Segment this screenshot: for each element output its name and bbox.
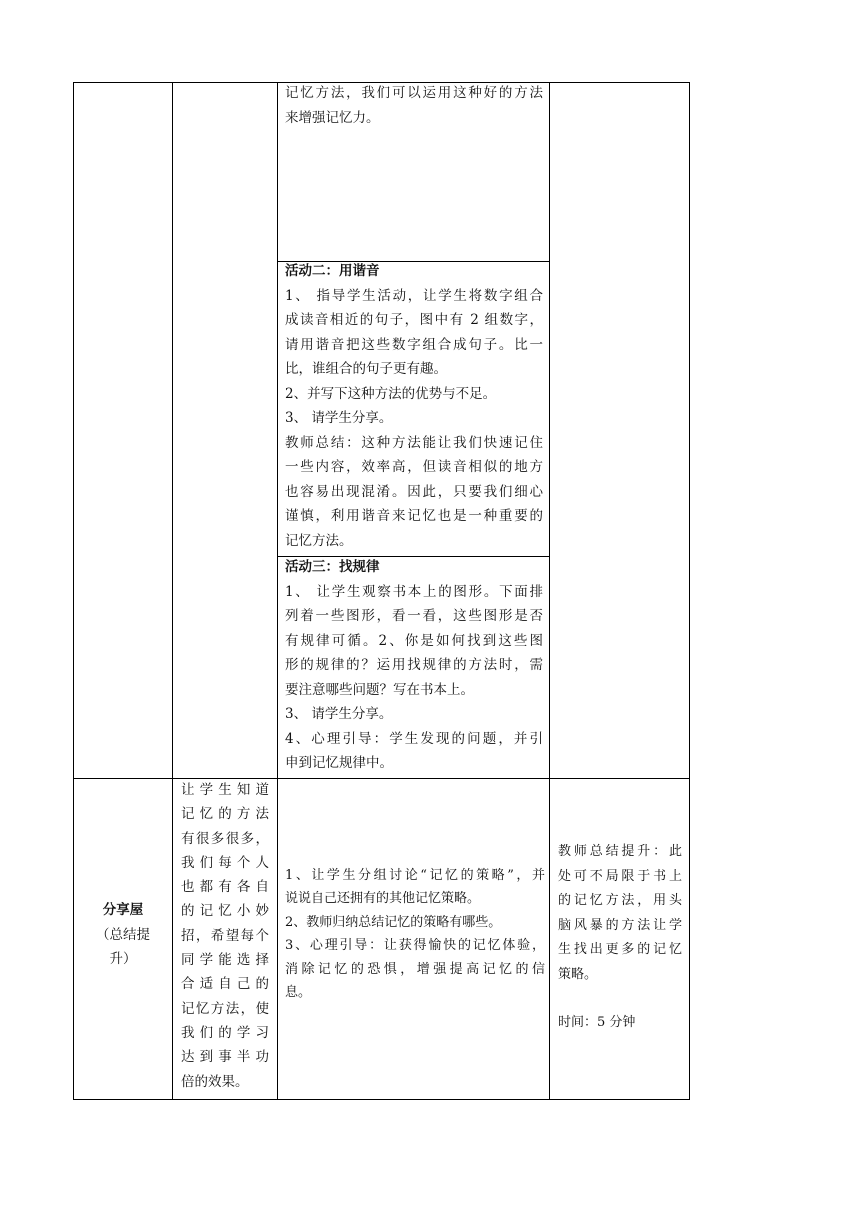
text-line: 记忆方法，我们可以运用这种好的方法 bbox=[285, 85, 543, 101]
text-line: 记忆方法。 bbox=[285, 532, 353, 549]
text-line: 我们的学习 bbox=[181, 1024, 269, 1041]
text-line: 也容易出现混淆。因此，只要我们细心 bbox=[285, 483, 543, 500]
text-line: 来增强记忆力。 bbox=[285, 109, 380, 126]
text-line: 息。 bbox=[285, 985, 312, 1001]
text-line: 2、教师归纳总结记忆的策略有哪些。 bbox=[285, 914, 502, 930]
text-line: 一些内容，效率高，但读音相似的地方 bbox=[285, 459, 543, 475]
text-line: 的记忆方法，用头 bbox=[558, 893, 682, 908]
text-line: 谨慎，利用谐音来记忆也是一种重要的 bbox=[285, 508, 543, 524]
text-line: 2、并写下这种方法的优势与不足。 bbox=[285, 385, 497, 402]
text-line: 1、让学生分组讨论“记忆的策略”，并 bbox=[285, 868, 545, 883]
text-line: 处可不局限于书上 bbox=[558, 868, 682, 884]
text-line: 倍的效果。 bbox=[181, 1073, 249, 1090]
text-line: 成读音相近的句子，图中有 2 组数字， bbox=[285, 312, 543, 328]
text-line: 同学能选择 bbox=[181, 952, 269, 969]
text-line: 教师总结：这种方法能让我们快速记住 bbox=[285, 434, 543, 451]
activity2-cell bbox=[285, 259, 543, 553]
text-line: 3、心理引导：让获得愉快的记忆体验， bbox=[285, 938, 545, 954]
text-line: 有很多很多， bbox=[181, 830, 269, 847]
text-line: 达到事半功 bbox=[181, 1049, 269, 1066]
stage-subtitle-line: 升） bbox=[109, 951, 137, 967]
text-line: 比，谁组合的句子更有趣。 bbox=[285, 361, 447, 377]
text-line: 策略。 bbox=[558, 966, 598, 982]
text-line: 消除记忆的恐惧，增强提高记忆的信 bbox=[285, 961, 545, 977]
text-line: 有规律可循。2、你是如何找到这些图 bbox=[285, 632, 543, 649]
text-line: 的记忆小妙 bbox=[181, 903, 269, 920]
text-line: 说说自己还拥有的其他记忆策略。 bbox=[285, 891, 481, 907]
text-line: 我们每个人 bbox=[181, 854, 269, 871]
teacher-note-cell bbox=[558, 840, 682, 987]
time-note bbox=[558, 1011, 682, 1036]
table-right-border bbox=[689, 82, 690, 1100]
stage-subtitle-line: （总结提 bbox=[96, 926, 150, 943]
text-line: 请用谐音把这些数字组合成句子。比一 bbox=[285, 336, 543, 353]
time-label: 时间：5 分钟 bbox=[558, 1015, 636, 1030]
text-line: 要注意哪些问题？写在书本上。 bbox=[285, 681, 474, 698]
table-bottom-border bbox=[73, 1099, 690, 1100]
column-divider-3 bbox=[549, 82, 550, 1100]
text-line: 合适自己的 bbox=[181, 976, 269, 993]
text-line: 让学生知道 bbox=[181, 782, 269, 798]
text-line: 1、 让学生观察书本上的图形。下面排 bbox=[285, 583, 543, 600]
stage-title: 分享屋 bbox=[102, 902, 144, 918]
text-line: 教师总结提升：此 bbox=[558, 844, 682, 859]
row-divider-share bbox=[73, 778, 690, 779]
text-line: 1、 指导学生活动，让学生将数字组合 bbox=[285, 287, 543, 304]
text-line: 招，希望每个 bbox=[181, 927, 269, 944]
text-line: 3、 请学生分享。 bbox=[285, 410, 393, 426]
text-line: 记忆的方法 bbox=[181, 806, 269, 823]
text-line: 4、心理引导：学生发现的问题，并引 bbox=[285, 730, 543, 747]
activity3-title: 活动三：找规律 bbox=[285, 559, 380, 575]
activity1-continuation bbox=[285, 81, 543, 130]
text-line: 生找出更多的记忆 bbox=[558, 942, 682, 957]
column-divider-1 bbox=[172, 82, 173, 1100]
activity3-cell bbox=[285, 555, 543, 776]
text-line: 也都有各自 bbox=[181, 879, 269, 896]
goal-cell bbox=[181, 778, 269, 1094]
text-line: 记忆方法，使 bbox=[181, 1000, 269, 1017]
stage-cell bbox=[74, 898, 172, 972]
column-divider-2 bbox=[277, 82, 278, 1100]
share-activity-cell bbox=[285, 864, 545, 1004]
activity2-title: 活动二：用谐音 bbox=[285, 263, 380, 279]
text-line: 脑风暴的方法让学 bbox=[558, 917, 682, 933]
text-line: 3、 请学生分享。 bbox=[285, 706, 393, 722]
text-line: 列着一些图形，看一看，这些图形是否 bbox=[285, 608, 543, 624]
text-line: 申到记忆规律中。 bbox=[285, 755, 393, 771]
text-line: 形的规律的？运用找规律的方法时，需 bbox=[285, 657, 543, 673]
